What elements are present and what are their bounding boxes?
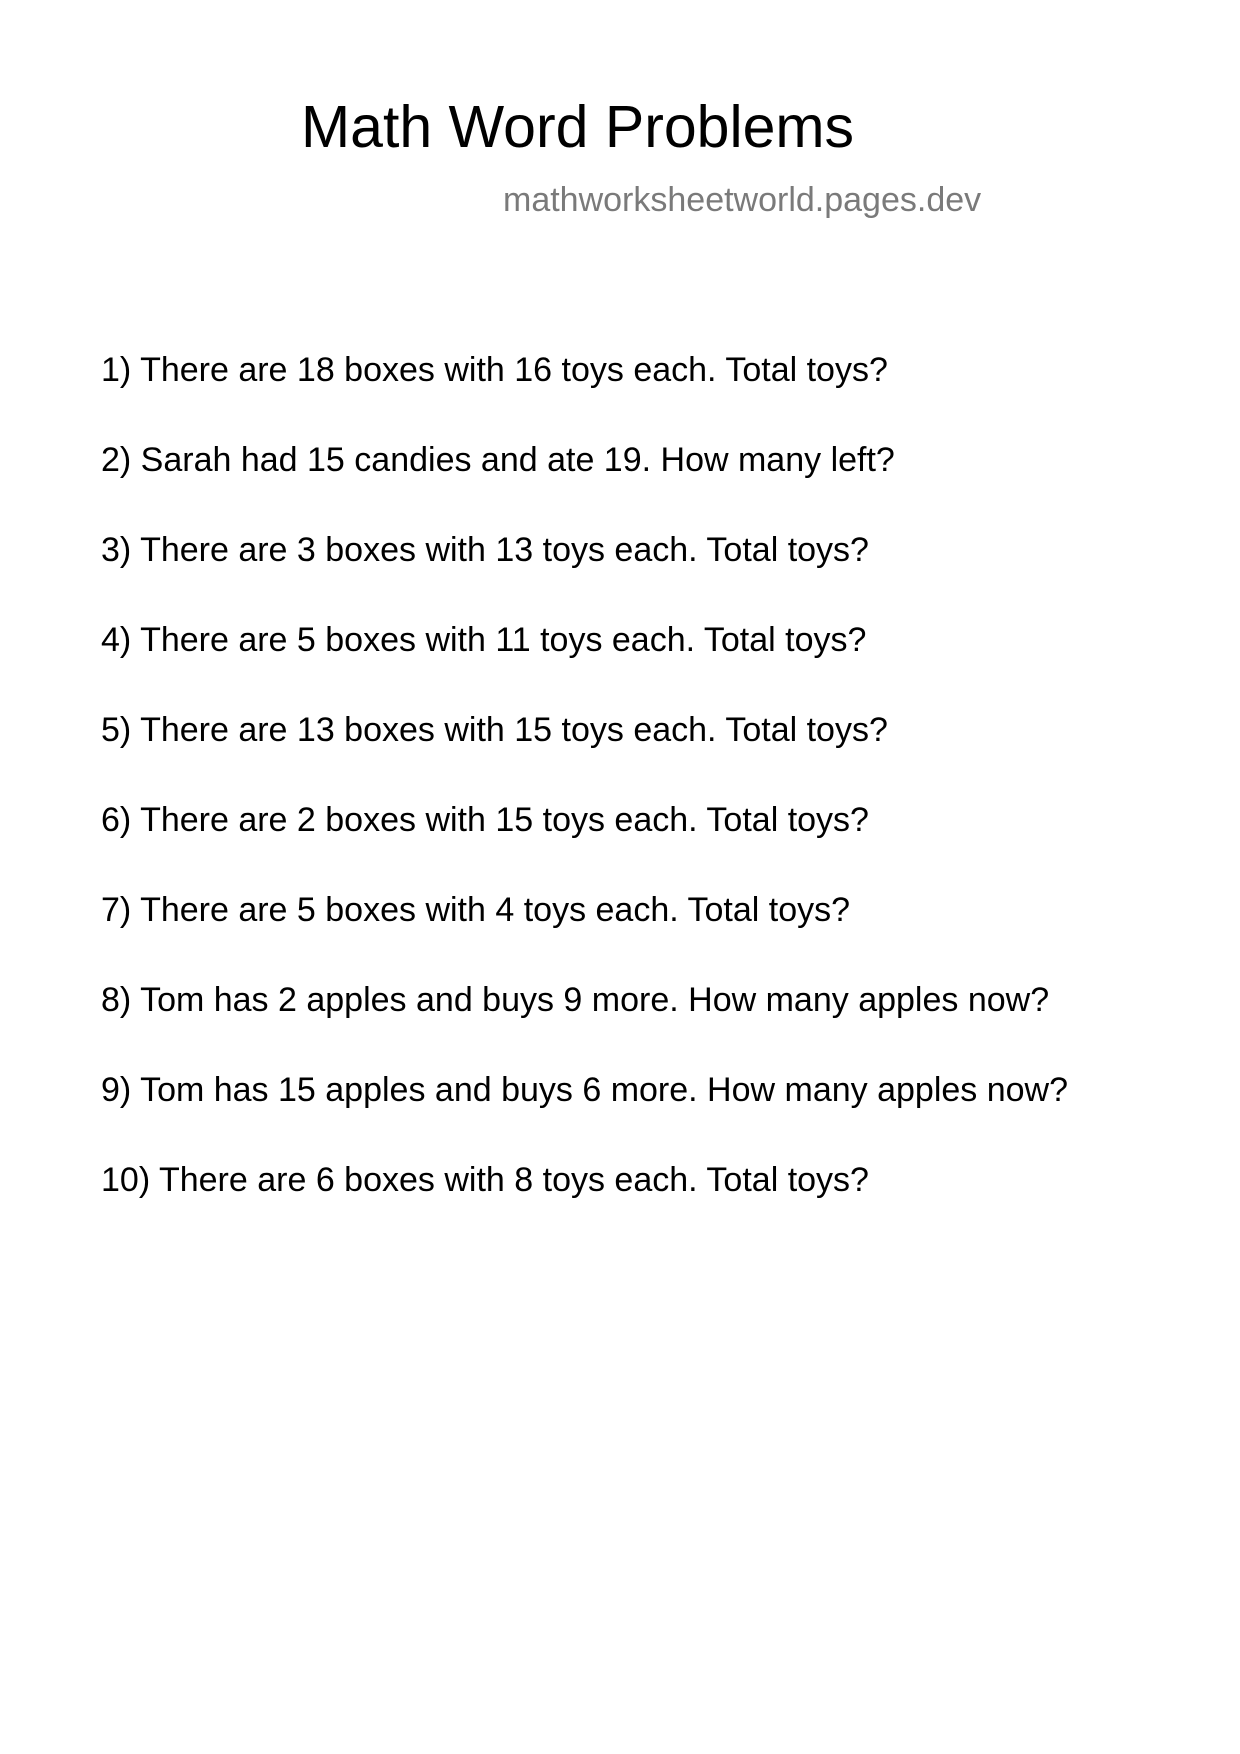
- problem-item: 1) There are 18 boxes with 16 toys each. Total toys?: [101, 351, 888, 389]
- problem-list: [101, 353, 1068, 1253]
- problem-item: 5) There are 13 boxes with 15 toys each. Total toys?: [101, 711, 888, 749]
- problem-item: 2) Sarah had 15 candies and ate 19. How many left?: [101, 441, 895, 479]
- problem-item: 9) Tom has 15 apples and buys 6 more. How many apples now?: [101, 1071, 1069, 1109]
- website-url: mathworksheetworld.pages.dev: [503, 181, 982, 219]
- problem-item: 4) There are 5 boxes with 11 toys each. Total toys?: [101, 621, 867, 659]
- page-title: Math Word Problems: [301, 94, 855, 160]
- problem-item: 7) There are 5 boxes with 4 toys each. Total toys?: [101, 891, 851, 929]
- problem-item: 3) There are 3 boxes with 13 toys each. Total toys?: [101, 531, 869, 569]
- problem-item: 10) There are 6 boxes with 8 toys each. Total toys?: [101, 1161, 869, 1199]
- problem-item: 8) Tom has 2 apples and buys 9 more. How many apples now?: [101, 981, 1050, 1019]
- problem-item: 6) There are 2 boxes with 15 toys each. Total toys?: [101, 801, 869, 839]
